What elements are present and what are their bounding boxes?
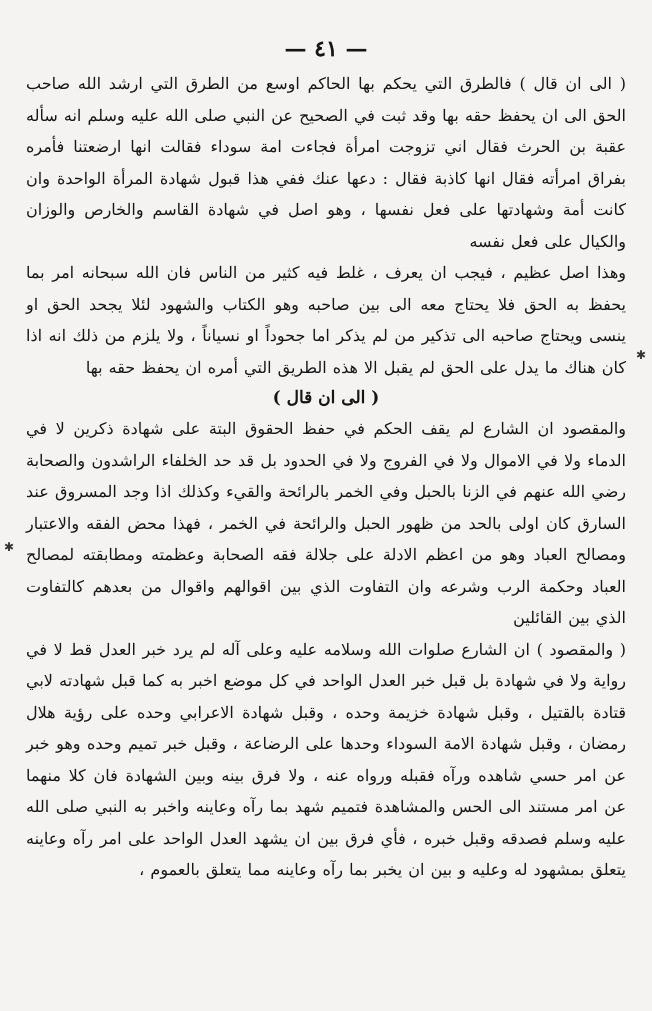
margin-star-icon: ✱ [4,540,15,554]
paragraph-2: وهذا اصل عظيم ، فيجب ان يعرف ، غلط فيه كثير من الناس فان الله سبحانه امر بما يحفظ به الحق فلا يحتاج معه الى بين صاحبه وهو الكتاب والشهود لئلا يجحد الحق او ينسى ويحتاج صاحبه الى تذكير من لم يذكر اما جحوداً او نسياناً ، ولا يلزم من ذلك انه اذا كان هناك ما يدل على الحق لم يقبل الا هذه الطريق التي أمره ان يحفظ حقه بها [26,263,626,377]
paragraph-3: والمقصود ان الشارع لم يقف الحكم في حفظ الحقوق البتة على شهادة ذكرين لا في الدماء ولا في الاموال ولا في الفروج ولا في الحدود بل قد حد الخلفاء الراشدون والصحابة رضي الله عنهم في الزنا بالحبل وفي الخمر بالرائحة والقيء وكذلك اذا وجد المسروق عند السارق كان اولى بالحد من ظهور الحبل والرائحة في الخمر ، فهذا محض الفقه والاعتبار ومصالح العباد وهو من اعظم الادلة على جلالة فقه الصحابة وعظمته ومطابقته لمصالح العباد وحكمة الرب وشرعه وان التفاوت الذي بين اقوالهم واقوال من بعدهم كالتفاوت الذي بين القائلين [26,419,627,627]
document-page [26,36,626,886]
paragraph-1: ( الى ان قال ) فالطرق التي يحكم بها الحاكم اوسع من الطرق التي ارشد الله صاحب الحق الى ان يحفظ حقه بها وقد ثبت في الصحيح عن النبي صلى الله عليه وسلم انه سأله عقبة بن الحرث فقال اني تزوجت امرأة فجاءت امة سوداء فقالت انها ارضعتنا فأمره بفراق امرأته فقال انها كاذبة فقال : دعها عنك ففي هذا قبول شهادة المرأة الواحدة وان كانت أمة وشهادتها على فعل نفسها ، وهو اصل في شهادة القاسم والخارص والوزان والكيال على فعل نفسه [26,74,626,251]
page-number: — ٤١ — [284,36,368,62]
margin-star-icon: ✱ [636,348,647,362]
section-heading: ( الى ان قال ) [272,388,380,408]
paragraph-4: ( والمقصود ) ان الشارع صلوات الله وسلامه عليه وعلى آله لم يرد خبر العدل قط لا في رواية ولا في شهادة بل قبل خبر العدل الواحد في كل موضع اخبر به كما قبل شهادته لابي قتادة بالقتيل ، وقبل شهادة خزيمة وحده ، وقبل شهادة الاعرابي وحده على رؤية هلال رمضان ، وقبل شهادة الامة السوداء وحدها على الرضاعة ، وقبل خبر تميم وحده وهو خبر عن امر حسي شاهده ورآه فقبله ورواه عنه ، ولا فرق بينه وبين الشهادة فان كلا منهما عن امر مستند الى الحس والمشاهدة فتميم شهد بما رآه وعاينه واخبر به النبي صلى الله عليه وسلم فصدقه وقبل خبره ، فأي فرق بين ان يشهد العدل الواحد على امر رآه وعاينه يتعلق بمشهود له وعليه و بين ان يخبر بما رآه وعاينه مما يتعلق بالعموم ، [26,639,627,879]
